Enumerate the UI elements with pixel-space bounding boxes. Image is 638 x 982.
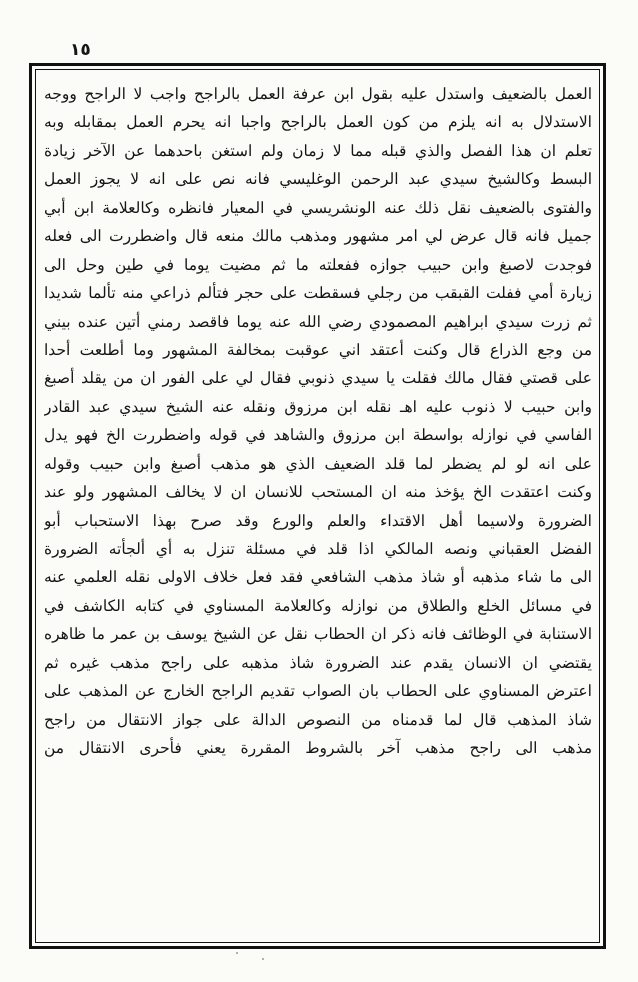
text-line: على قصتي فقال مالك فقلت يا سيدي ذنوبي فقال لي على الفور ان من يقلد أصبغ (44, 369, 592, 388)
text-line: وكنت اعتقدت الخ يؤخذ منه ان المستحب للانسان ان لا يخالف المشهور ولو عند (44, 483, 592, 502)
text-body (44, 80, 592, 763)
text-line: اعترض المسناوي على الحطاب بان الصواب تقديم الراجح الخارج عن المذهب على (44, 682, 592, 701)
text-line: فوجدت لاصبغ وابن حبيب جوازه ففعلته ما ثم مضيت يوما في طين وحل الى (44, 255, 592, 274)
text-line: الاستدلال به انه يلزم من كون العمل بالراجح واجبا انه يحرم العمل بمقابله وبه (44, 113, 592, 132)
text-line: والفتوى بالضعيف نقل ذلك عنه الونشريسي في المعيار فانظره وكالعلامة ابن أبي (44, 198, 592, 217)
text-line: وابن حبيب لا ذنوب عليه اهـ نقله ابن مرزوق ونقله عنه الشيخ سيدي عبد القادر (44, 397, 592, 416)
text-line: يقتضي ان الانسان يقدم عند الضرورة شاذ مذهبه على راجح مذهب غيره ثم (44, 653, 592, 672)
text-line: الاستنابة في الوظائف فانه ذكر ان الحطاب نقل عن الشيخ يوسف بن عمر ما ظاهره (44, 625, 592, 644)
text-line: الضرورة ولاسيما أهل الاقتداء والعلم والورع وقد صرح بهذا الاستحباب أبو (44, 511, 592, 530)
page-number: ١٥ (70, 40, 91, 60)
text-line: العمل بالضعيف واستدل عليه بقول ابن عرفة العمل بالراجح واجب لا الراجح ووجه (44, 85, 592, 103)
scan-speck (236, 952, 238, 954)
text-line: جميل فانه قال عرض لي امر مشهور ومذهب مالك منعه قال واضطررت الى فعله (44, 227, 592, 246)
text-line: تعلم ان هذا الفصل والذي قبله مما لا زمان ولم استغن باحدهما عن الآخر زيادة (44, 141, 592, 160)
scan-speck (262, 958, 264, 960)
text-line: مذهب الى راجح مذهب آخر بالشروط المقررة يعني فأحرى الانتقال من (44, 739, 592, 758)
text-line: زيارة أمي ففلت القبقب من رجلي فسقطت على حجر فتألم ذراعي منه تألما شديدا (44, 284, 592, 303)
text-line: البسط وكالشيخ سيدي عبد الرحمن الوغليسي فانه نص على انه لا يجوز العمل (44, 170, 592, 189)
text-line: على انه لو لم يضطر لما قلد الضعيف الذي هو مذهب أصبغ وابن حبيب وقوله (44, 454, 592, 473)
text-line: ثم زرت سيدي ابراهيم المصمودي رضي الله عنه يوما فاقصد رمني أتين عنده بيني (44, 312, 592, 331)
text-line: في مسائل الخلع والطلاق من نوازله وكالعلامة المسناوي في كتابه الكاشف في (44, 596, 592, 615)
text-line: الفاسي في نوازله بواسطة ابن مرزوق والشاهد في قوله واضطررت الخ فهو يدل (44, 426, 592, 445)
text-line: من وجع الذراع قال وكنت أعتقد اني عوقبت بمخالفة المشهور وما أطلعت أحدا (44, 340, 592, 359)
text-line: شاذ المذهب قال لما قدمناه من النصوص الدالة على جواز الانتقال من راجح (44, 710, 592, 729)
text-line: الى ما شاء مذهبه أو شاذ مذهب الشافعي فقد فعل خلاف الاولى نقله العلمي عنه (44, 568, 592, 587)
text-line: الفضل العقباني ونصه المالكي اذا قلد في مسئلة تنزل به أي ألجأته الضرورة (44, 540, 592, 558)
